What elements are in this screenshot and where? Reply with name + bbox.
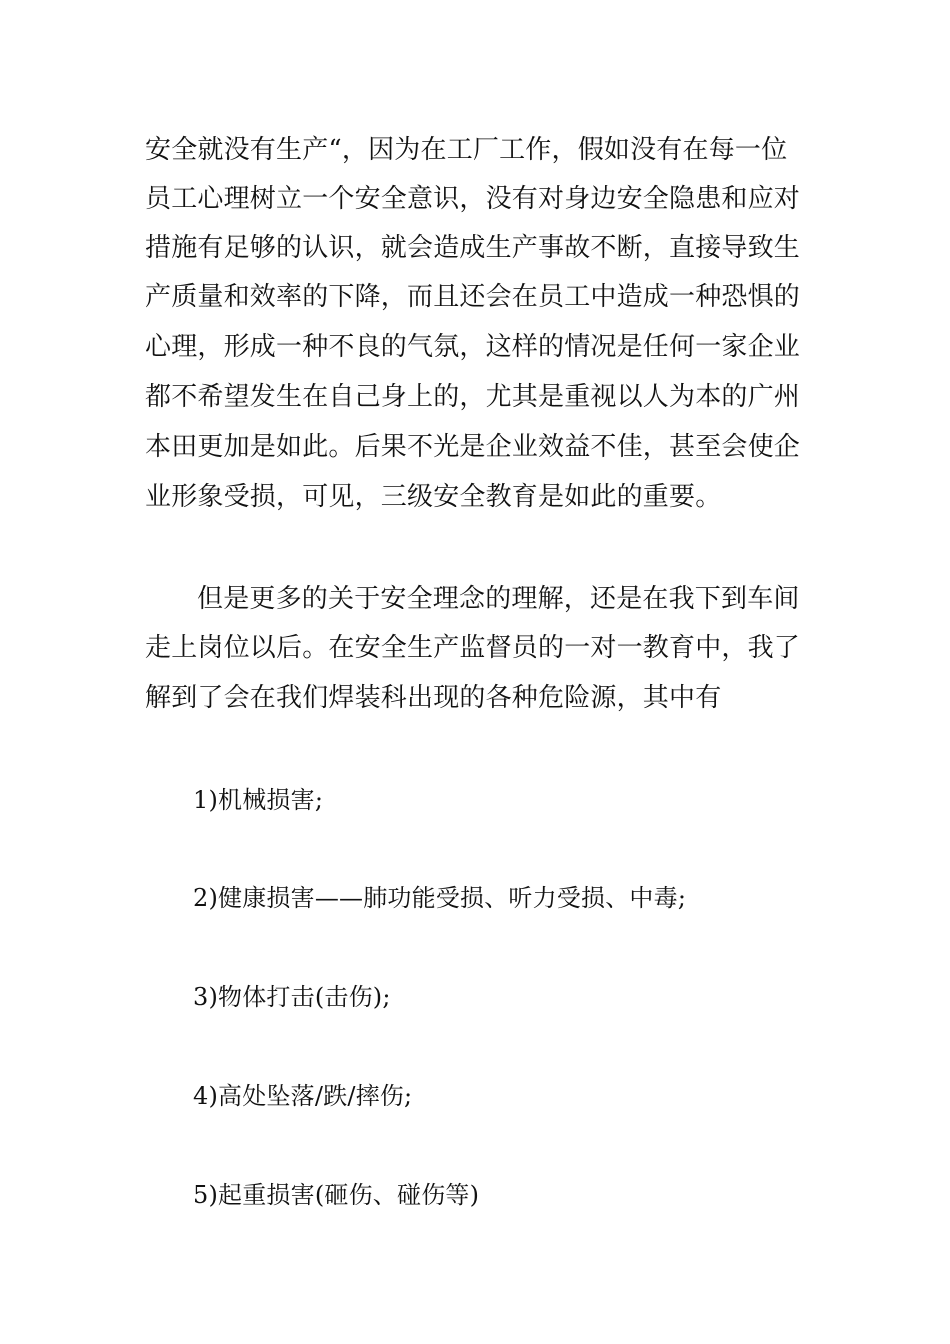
hazard-item-1: 1)机械损害;: [193, 786, 324, 814]
paragraph-2-line-1: 但是更多的关于安全理念的理解，还是在我下到车间: [197, 584, 800, 614]
paragraph-1-line-2: 员工心理树立一个安全意识，没有对身边安全隐患和应对: [145, 184, 801, 214]
paragraph-1-line-5: 心理，形成一种不良的气氛，这样的情况是任何一家企业: [145, 332, 801, 362]
paragraph-1-line-8: 业形象受损，可见，三级安全教育是如此的重要。: [145, 482, 722, 512]
hazard-item-5: 5)起重损害(砸伤、碰伤等): [193, 1181, 480, 1209]
paragraph-2-line-3: 解到了会在我们焊装科出现的各种危险源，其中有: [145, 683, 722, 713]
paragraph-2-line-2: 走上岗位以后。在安全生产监督员的一对一教育中，我了: [145, 633, 801, 663]
paragraph-1-line-4: 产质量和效率的下降，而且还会在员工中造成一种恐惧的: [145, 282, 801, 312]
hazard-item-2: 2)健康损害——肺功能受损、听力受损、中毒;: [193, 884, 687, 912]
paragraph-1-line-7: 本田更加是如此。后果不光是企业效益不佳，甚至会使企: [145, 432, 801, 462]
paragraph-1-line-6: 都不希望发生在自己身上的，尤其是重视以人为本的广州: [145, 382, 801, 412]
paragraph-1-line-1: 安全就没有生产“，因为在工厂工作，假如没有在每一位: [145, 135, 788, 165]
paragraph-1-line-3: 措施有足够的认识，就会造成生产事故不断，直接导致生: [145, 233, 801, 263]
hazard-item-3: 3)物体打击(击伤);: [193, 983, 391, 1011]
hazard-item-4: 4)高处坠落/跌/摔伤;: [193, 1082, 413, 1110]
